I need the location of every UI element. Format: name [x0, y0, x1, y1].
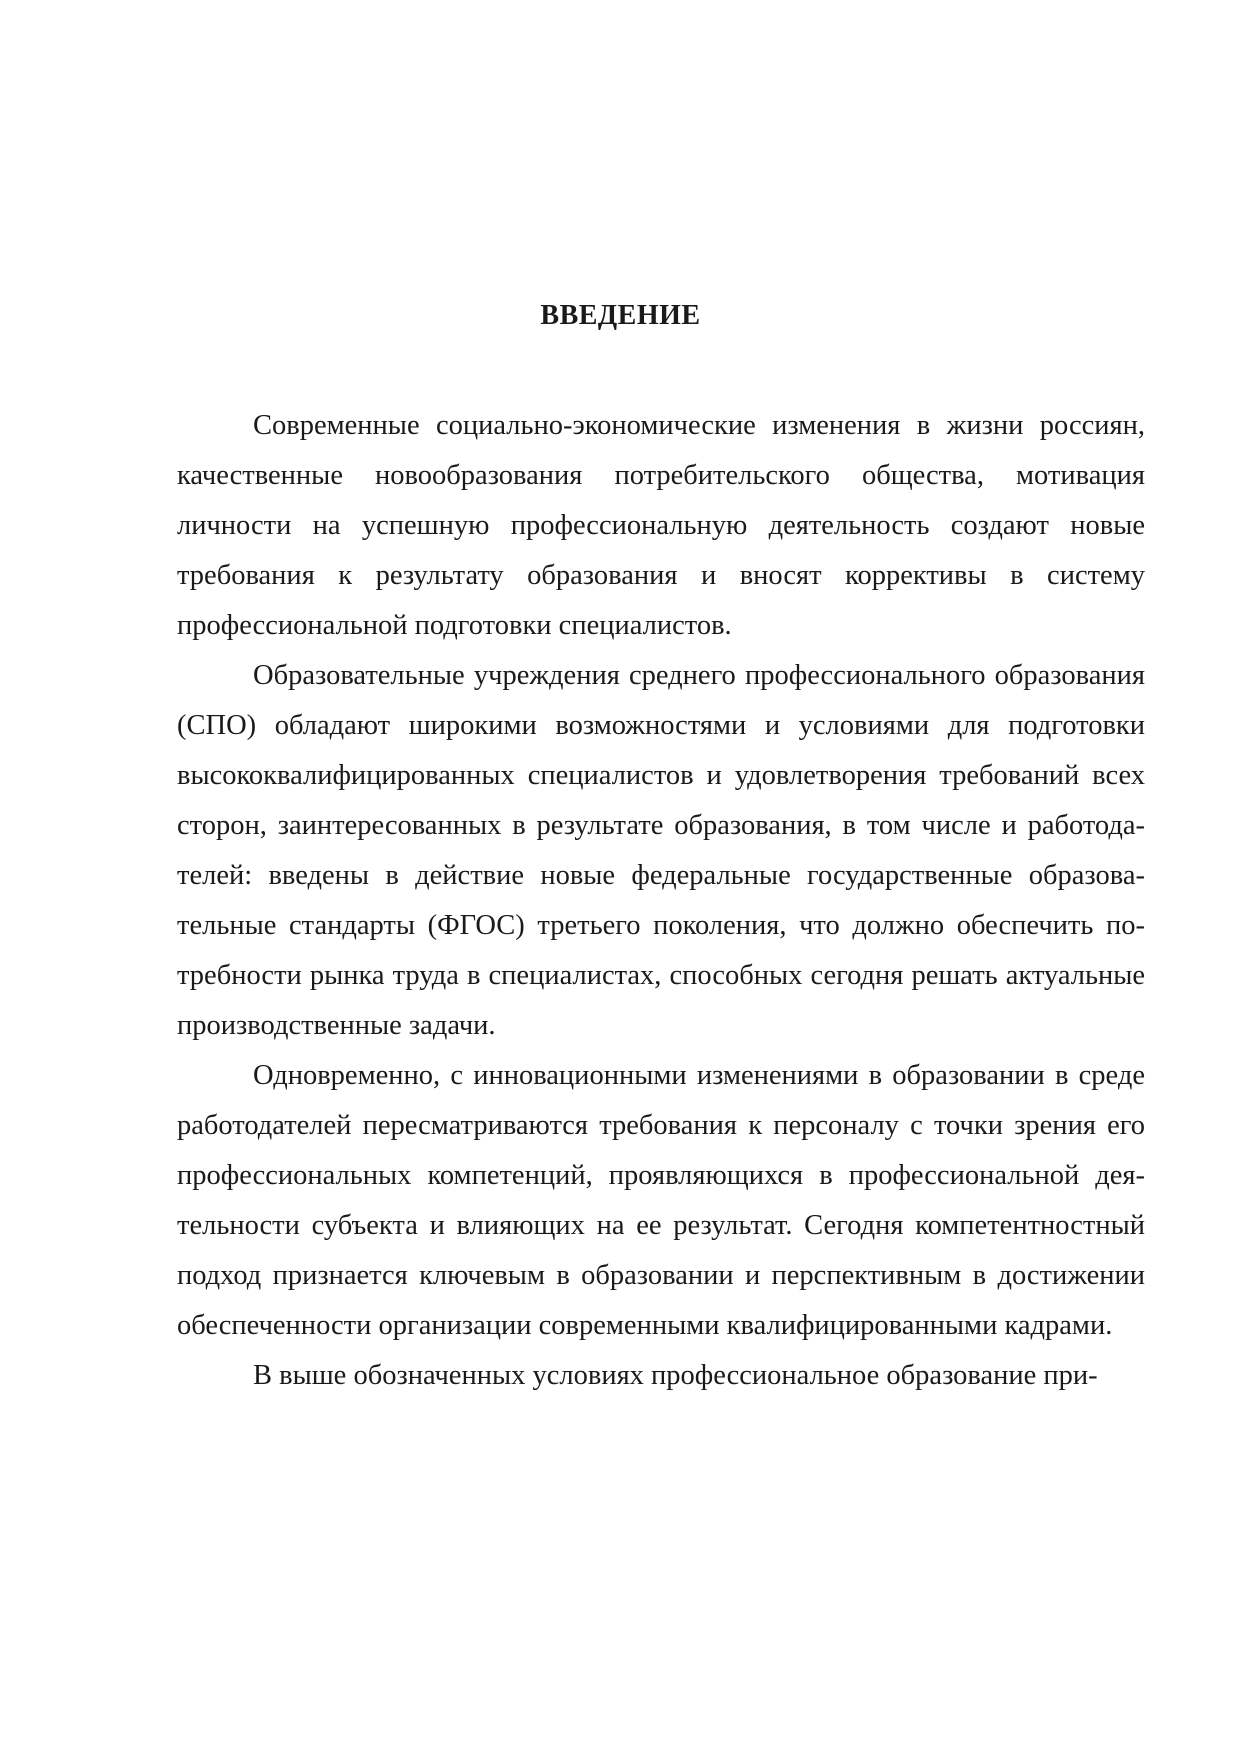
paragraph-2: Образовательные учреждения среднего профессионального образования (СПО) обладают широкими возможностями и условиями для подготовки высококвалифицированных специалистов и удовлетворения требований всех сторон, заинтересованных в результате образования, в том числе и работодателей: введены в действие новые федеральные государственные образовательные стандарты (ФГОС) третьего поколения, что должно обеспечить потребности рынка труда в специалистах, способных сегодня решать актуальные производственные задачи.: [177, 660, 1145, 1041]
paragraph-3: Одновременно, с инновационными изменениями в образовании в среде работодателей пересматриваются требования к персоналу с точки зрения его профессиональных компетенций, проявляющихся в профессиональной деятельности субъекта и влияющих на ее результат. Сегодня компетентностный подход признается ключевым в образовании и перспективным в достижении обеспеченности организации современными квалифицированными кадрами.: [177, 1060, 1145, 1341]
page-title: ВВЕДЕНИЕ: [540, 300, 701, 331]
paragraph-4: В выше обозначенных условиях профессиональное образование при-: [253, 1360, 1098, 1391]
body-text: [177, 401, 1145, 1401]
paragraph-1: Современные социально-экономические изменения в жизни россиян, качественные новообразования потребительского общества, мотивация личности на успешную профессиональную деятельность создают новые требования к результату образования и вносят коррективы в систему профессиональной подготовки специалистов.: [177, 410, 1145, 641]
